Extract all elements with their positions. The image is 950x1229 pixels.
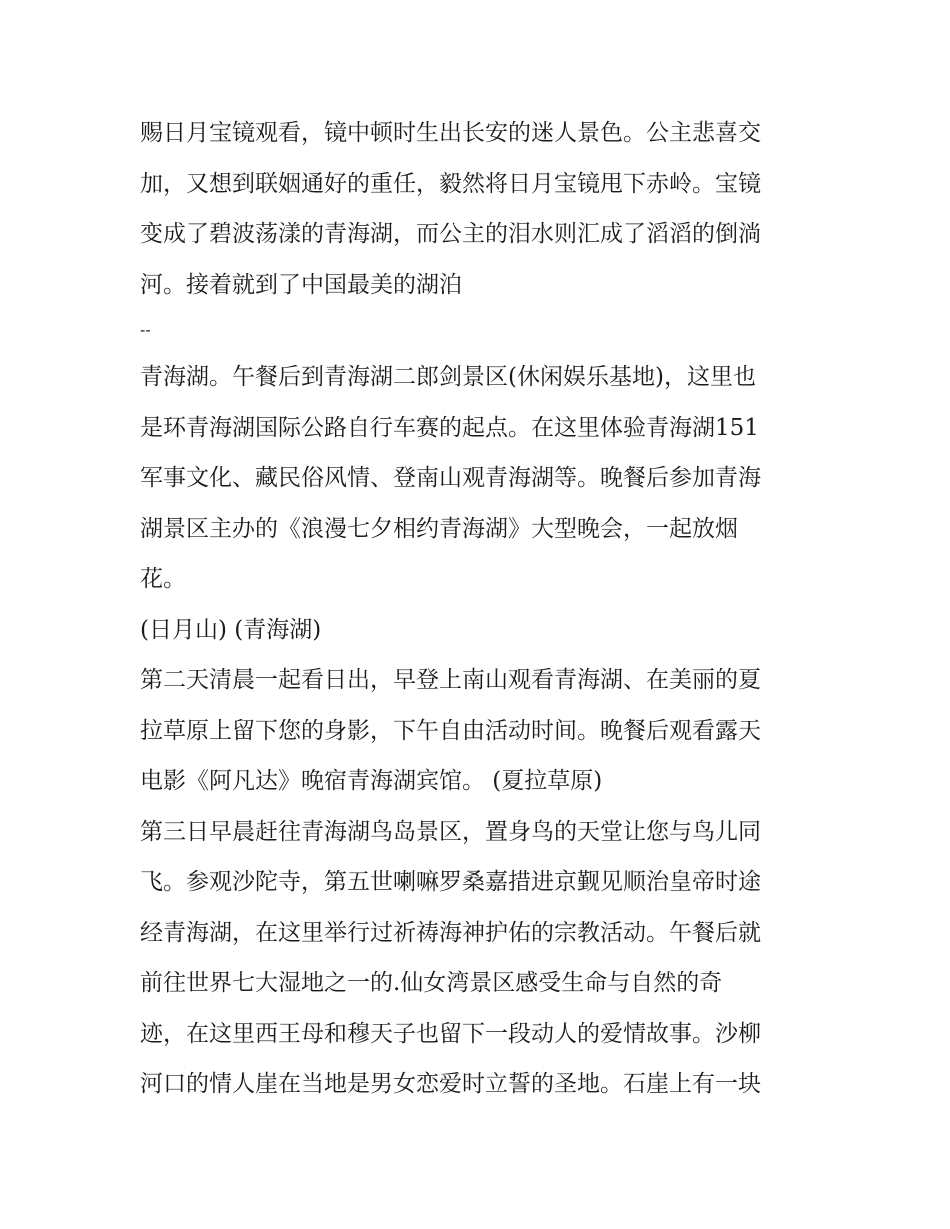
image-caption-line: (日月山) (青海湖) <box>140 616 322 643</box>
text-line: 花。 <box>140 566 186 592</box>
text-line: 飞。参观沙陀寺，第五世喇嘛罗桑嘉措进京觐见顺治皇帝时途 <box>140 869 761 895</box>
text-line: 军事文化、藏民俗风情、登南山观青海湖等。晚餐后参加青海 <box>140 465 761 491</box>
text-line: 第三日早晨赶往青海湖鸟岛景区，置身鸟的天堂让您与鸟儿同 <box>140 818 761 845</box>
text-line: 拉草原上留下您的身影，下午自由活动时间。晚餐后观看露天 <box>140 717 761 744</box>
text-line: 前往世界七大湿地之一的.仙女湾景区感受生命与自然的奇 <box>140 970 723 996</box>
document-body <box>140 108 820 1110</box>
text-line: 是环青海湖国际公路自行车赛的起点。在这里体验青海湖151 <box>140 414 759 441</box>
separator-line: -- <box>140 322 151 339</box>
text-line: 赐日月宝镜观看，镜中顿时生出长安的迷人景色。公主悲喜交 <box>140 120 761 146</box>
text-line: 青海湖。午餐后到青海湖二郎剑景区(休闲娱乐基地)，这里也 <box>140 364 756 390</box>
text-line: 第二天清晨一起看日出，早登上南山观看青海湖、在美丽的夏 <box>140 667 761 693</box>
text-line: 迹，在这里西王母和穆天子也留下一段动人的爱情故事。沙柳 <box>140 1020 761 1047</box>
text-line: 河。接着就到了中国最美的湖泊 <box>140 271 462 298</box>
text-line: 加，又想到联姻通好的重任，毅然将日月宝镜甩下赤岭。宝镜 <box>140 170 761 197</box>
text-line: 电影《阿凡达》晚宿青海湖宾馆。 (夏拉草原) <box>140 768 603 794</box>
text-line: 变成了碧波荡漾的青海湖，而公主的泪水则汇成了滔滔的倒淌 <box>140 221 761 247</box>
text-line: 湖景区主办的《浪漫七夕相约青海湖》大型晚会，一起放烟 <box>140 515 738 542</box>
text-line: 经青海湖，在这里举行过祈祷海神护佑的宗教活动。午餐后就 <box>140 919 761 946</box>
text-line: 河口的情人崖在当地是男女恋爱时立誓的圣地。石崖上有一块 <box>140 1071 761 1097</box>
